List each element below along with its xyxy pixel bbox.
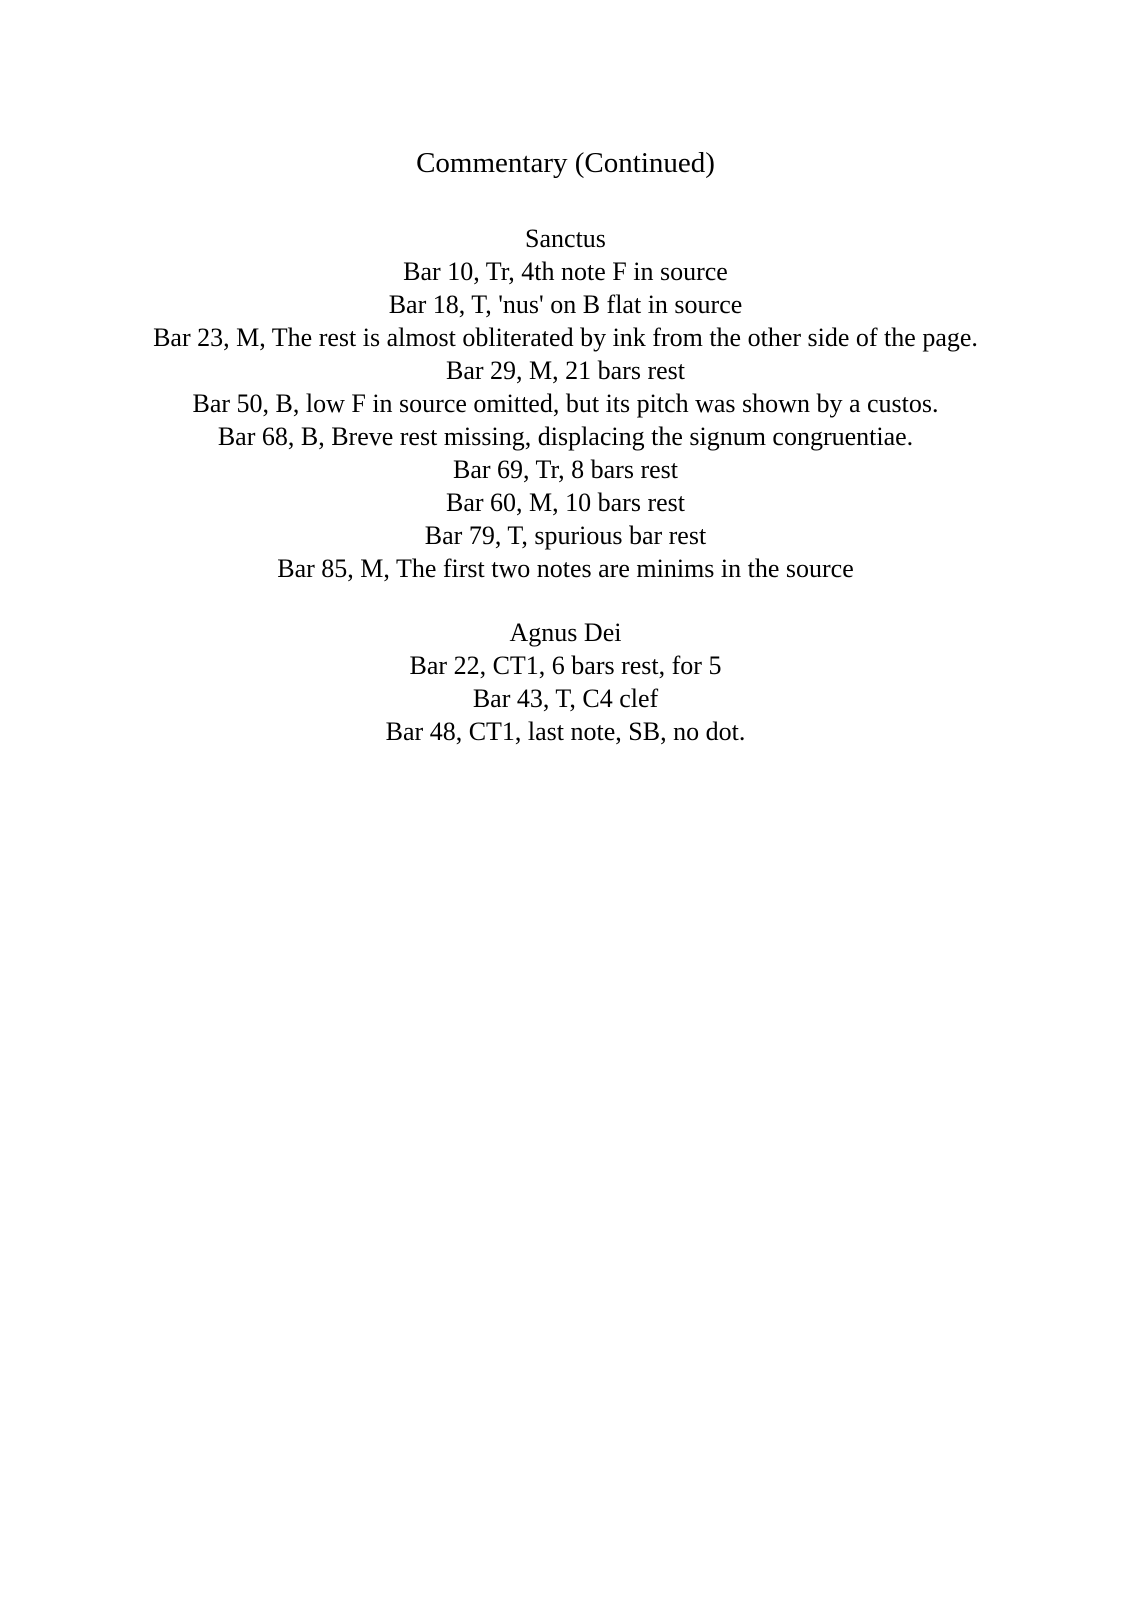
commentary-entry: Bar 85, M, The first two notes are minims in the source [277, 554, 854, 583]
section-heading: Agnus Dei [509, 618, 622, 647]
commentary-entry: Bar 29, M, 21 bars rest [445, 356, 685, 385]
commentary-entry: Bar 68, B, Breve rest missing, displacing the signum congruentiae. [217, 422, 914, 451]
commentary-entry: Bar 10, Tr, 4th note F in source [403, 257, 728, 286]
commentary-entry: Bar 22, CT1, 6 bars rest, for 5 [409, 651, 722, 680]
commentary-entry: Bar 79, T, spurious bar rest [424, 521, 707, 550]
commentary-entry: Bar 43, T, C4 clef [472, 684, 659, 713]
page-title: Commentary (Continued) [416, 147, 715, 179]
commentary-entry: Bar 23, M, The rest is almost obliterated by ink from the other side of the page. [153, 323, 978, 352]
commentary-entry: Bar 69, Tr, 8 bars rest [452, 455, 678, 484]
commentary-entry: Bar 50, B, low F in source omitted, but its pitch was shown by a custos. [192, 389, 939, 418]
section-sanctus [0, 222, 1131, 585]
commentary-entry: Bar 60, M, 10 bars rest [445, 488, 685, 517]
commentary-entry: Bar 48, CT1, last note, SB, no dot. [385, 717, 746, 746]
commentary-entry: Bar 18, T, 'nus' on B flat in source [388, 290, 743, 319]
section-heading: Sanctus [525, 224, 606, 253]
section-agnus-dei [0, 616, 1131, 748]
